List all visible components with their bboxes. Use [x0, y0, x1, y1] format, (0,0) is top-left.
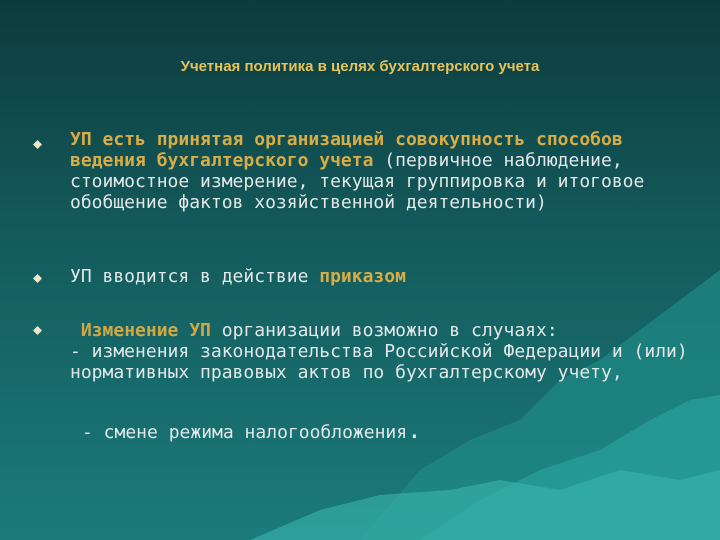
item-2 — [70, 266, 690, 287]
item-3-line3: - смене режима налогообложения — [82, 422, 408, 443]
item-3-line2: - изменения законодательства Российской Федерации и (или) нормативных правовых актов по бухгалтерскому учету, — [70, 341, 688, 383]
item-1-text: (первичное наблюдение, стоимостное измерение, текущая группировка и итоговое обобщение фактов хозяйственной деятельности) — [70, 150, 645, 213]
item-3-dot: . — [407, 416, 422, 444]
item-2-bold: приказом — [319, 266, 406, 287]
item-3-line3-wrap — [82, 416, 702, 444]
diamond-bullet-icon — [33, 274, 42, 283]
diamond-bullet-icon — [33, 326, 42, 335]
item-3 — [70, 320, 690, 383]
item-1 — [70, 129, 690, 213]
diamond-bullet-icon — [33, 140, 42, 149]
item-2-text: УП вводится в действие — [70, 266, 320, 287]
item-3-bold: Изменение УП — [80, 320, 211, 341]
slide-title: Учетная политика в целях бухгалтерского учета — [180, 58, 540, 75]
item-3-text: организации возможно в случаях: — [210, 320, 558, 341]
item-1-bold: УП есть принятая организацией совокупность способов ведения бухгалтерского учета — [70, 129, 623, 171]
